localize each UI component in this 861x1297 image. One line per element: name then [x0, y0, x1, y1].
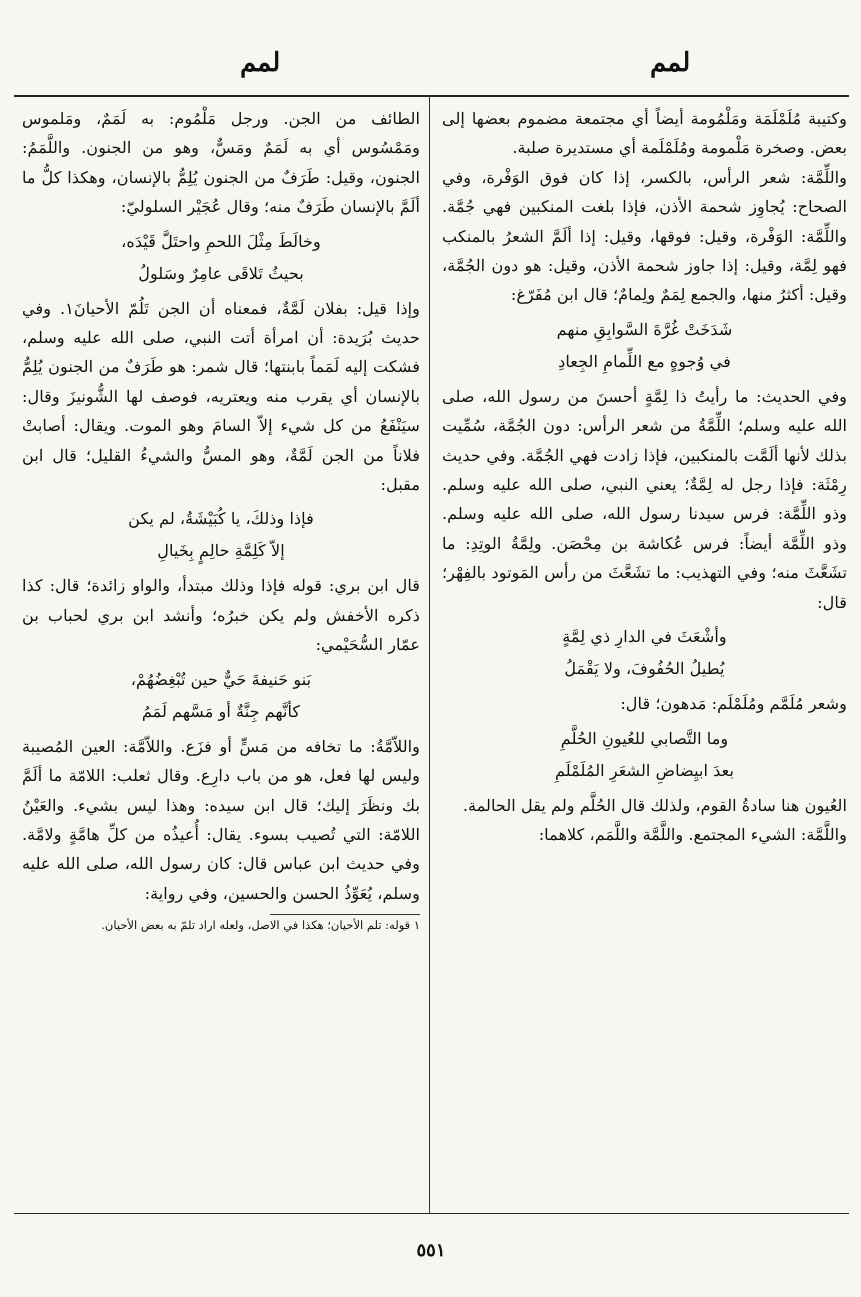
verse-line: فإذا وذلكَ، يا كُبَيْشَةُ، لم يكن: [128, 509, 314, 529]
running-head-right: لمم: [650, 48, 691, 78]
verse-line: بحيثُ تَلاقَى عامِرٌ وسَلولُ: [138, 263, 304, 283]
running-head-left: لمم: [240, 48, 281, 78]
paragraph: وفي الحديث: ما رأيتُ ذا لِمَّةٍ أحسنَ من رسول الله، صلى الله عليه وسلم؛ اللِّمَّةُ من شعر الرأس: دون الجُمَّة، سُمِّيت بذلك لأنها ألَمَّت بالمنكبين، فإذا زادت فهي الجُمَّة. وفي حديث رِمْثَة: فإذا رجل له لِمَّةٌ؛ يعني النبي، صلى الله عليه وسلم. وذو اللِّمَّة: فرس سيدنا رسول الله، صلى الله عليه وسلم. وذو اللِّمَّة أيضاً: فرس عُكاشة بن مِحْصَن. ولِمَّةُ الوتِدِ: ما تشَعَّثَ منه؛ وفي التهذيب: ما تشَعَّثَ من رأس المَوتود بالفِهْر؛ قال:: [442, 386, 847, 612]
bottom-rule: [14, 1213, 849, 1214]
paragraph: وإذا قيل: بفلان لَمَّةٌ، فمعناه أن الجن تَلُمّ الأحيانَ١. وفي حديث بُرَيدة: أن امرأة أتت النبي، صلى الله عليه وسلم، فشكت إليه لَمَماً بابنتها؛ قال شمر: هو طَرَفٌ من الجنون يُلِمُّ بالإنسان أي يقرب منه ويعتريه، فوصف لها الشُّونيزَ وقال: سيَنْفَعُ من كل شيء إلاّ السامَ وهو الموت. ويقال: أصابتْ فلاناً من الجن لَمَّةٌ، وهو المسُّ والشيءُ القليل؛ قال ابن مقبل:: [22, 298, 420, 495]
verse-line: بعدَ ابيِضاضِ الشعَرِ المُلَمْلَمِ: [555, 760, 734, 780]
verse: [22, 226, 420, 290]
verse: [442, 723, 847, 787]
paragraph: وشعر مُلَمَّم ومُلَمْلَم: مَدهون؛ قال:: [620, 694, 847, 714]
paragraph: العُيون هنا سادةُ القوم، ولذلك قال الحُلَّم ولم يقل الحالمة.: [462, 795, 847, 815]
verse-line: بَنو حَنيفةَ حَيٌّ حين تُبْغِضُهُمْ،: [130, 669, 312, 689]
paragraph: قال ابن بري: قوله فإذا وذلك مبتدأ، والواو زائدة؛ قال: كذا ذكره الأخفش ولم يكن خبرُه؛ وأنشد ابن بري لحباب بن عمّار السُّحَيْمي:: [22, 576, 420, 655]
footnote: ١ قوله: تلم الأحيان؛ هكذا في الاصل، ولعله اراد تلمّ به بعض الأحيان.: [101, 918, 420, 933]
left-column: [22, 104, 420, 934]
verse-line: شَدَخَتْ غُرَّةَ السَّوابِقِ منهم: [556, 319, 733, 339]
verse-line: يُطيلُ الحُفُوفَ، ولا يَقْمَلُ: [564, 659, 725, 679]
verse-line: وما التَّصابي للعُيونِ الحُلَّمِ: [560, 728, 729, 748]
right-column: [442, 104, 847, 849]
verse-line: كأنَّهم جِنَّةٌ أو مَسَّهم لَمَمُ: [141, 701, 301, 721]
verse: [22, 664, 420, 728]
page-number: ٥٥١: [416, 1240, 446, 1261]
verse: [442, 621, 847, 685]
paragraph: واللَّمَّة: الشيء المجتمع. واللَّمَّة واللَّمَم، كلاهما:: [538, 824, 847, 844]
column-divider: [429, 95, 430, 1213]
verse-line: في وُجوهٍ مع اللِّمامِ الجِعادِ: [558, 351, 731, 371]
paragraph: الطائف من الجن. ورجل مَلْمُوم: به لَمَمٌ، ومَلموس ومَمْسُوس أي به لَمَمٌ ومَسٌّ، وهو من الجنون. واللَّمَمُ: الجنون، وقيل: طَرَفٌ من الجنون يُلِمُّ بالإنسان، وهكذا كلُّ ما ألَمَّ بالإنسان طَرَفٌ منه؛ وقال عُجَيْر السلوليّ:: [22, 109, 420, 217]
footnote-rule: [270, 914, 420, 915]
top-rule: [14, 95, 849, 97]
verse-line: وخالَطَ مِثْلَ اللحمِ واحتَلَّ قَيْدَه،: [121, 231, 321, 251]
paragraph: واللِّمَّة: شعر الرأس، بالكسر، إذا كان فوق الوَفْرة، وفي الصحاح: يُجاوِز شحمة الأذن، فإذا بلغت المنكبين فهي جُمَّة. واللِّمَّة: الوَفْرة، وقيل: فوقها، وقيل: إذا ألَمَّ الشعرُ بالمنكب فهو لِمَّة، وقيل: إذا جاوز شحمة الأذن، وقيل: هو دون الجُمَّة، وقيل: أكثرُ منها، والجمع لِمَمٌ ولِمامٌ؛ قال ابن مُفَرّغ:: [442, 167, 847, 305]
paragraph: وكتيبة مُلَمْلَمَة ومَلْمُومة أيضاً أي مجتمعة مضموم بعضها إلى بعض. وصخرة مَلْمومة ومُلَمْلَمة أي مستديرة صلبة.: [442, 109, 847, 158]
verse: [22, 503, 420, 567]
paragraph: واللاّمَّةُ: ما تخافه من مَسٍّ أو فزَع. واللاّمَّة: العين المُصيبة وليس لها فعل، هو من باب دارِع. وقال ثعلب: اللامّة ما ألَمَّ بك ونظَرَ إليك؛ قال ابن سيده: وهذا ليس بشيء. والعَيْنُ اللامّة: التي تُصيب بسوء. يقال: أُعيذُه من كلِّ هامَّةٍ ولامَّة. وفي حديث ابن عباس قال: كان رسول الله، صلى الله عليه وسلم، يُعَوِّذُ الحسن والحسين، وفي رواية:: [22, 736, 420, 903]
verse-line: إلاّ كَلِمَّةِ حالِمٍ بِخَيالِ: [157, 541, 285, 561]
verse: [442, 314, 847, 378]
page-header: [40, 48, 840, 90]
verse-line: وأشْعَثَ في الدارِ ذي لِمَّةٍ: [562, 627, 727, 647]
